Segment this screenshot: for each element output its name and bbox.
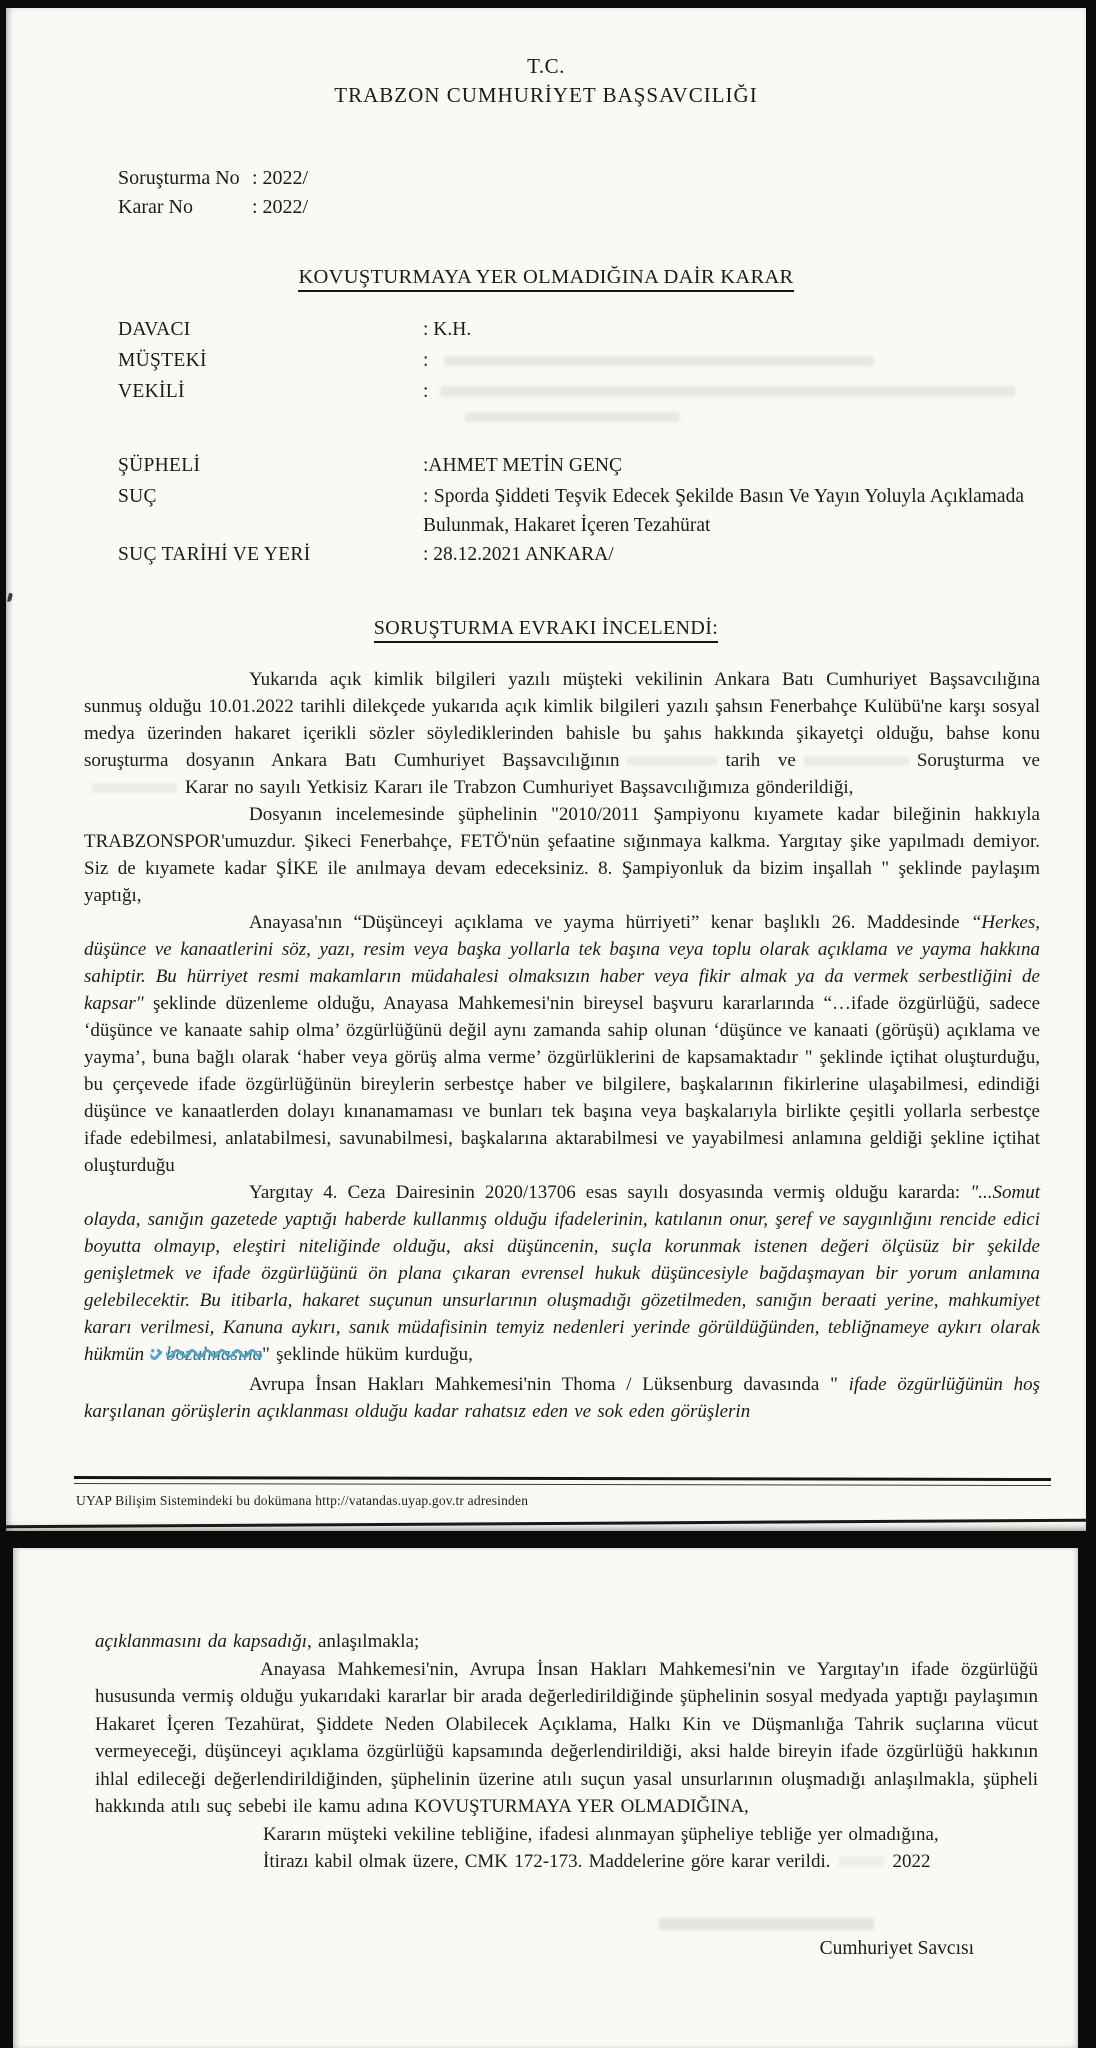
echr-quote-italic-continued: açıklanmasını da kapsadığı <box>95 1631 307 1652</box>
investigation-number-label: Soruşturma No <box>118 167 240 189</box>
complainant-label: MÜŞTEKİ <box>118 350 207 371</box>
paragraph-text: Avrupa İnsan Hakları Mahkemesi'nin Thoma / Lüksenburg davasında " <box>249 1374 838 1395</box>
paragraph-text: Anayasa'nın “Düşünceyi açıklama ve yayma hürriyeti” kenar başlıklı 26. Maddesinde <box>249 912 960 933</box>
paragraph-text: , anlaşılmakla; <box>306 1631 420 1652</box>
offense-row <box>118 482 1086 540</box>
section-heading-text: SORUŞTURMA EVRAKI İNCELENDİ: <box>374 617 719 643</box>
paragraph-appeal-clause <box>263 1848 1038 1876</box>
republic-abbreviation: T.C. <box>527 54 565 78</box>
plaintiff-value: : K.H. <box>423 319 472 340</box>
redacted-prosecutor-name <box>659 1918 874 1930</box>
attorney-label: VEKİLİ <box>118 381 185 402</box>
paragraph-notification <box>263 1821 1038 1849</box>
decision-body <box>84 666 1040 1425</box>
decision-number-value: : 2022/ <box>252 196 309 218</box>
plaintiff-row <box>118 315 1086 346</box>
offense-label: SUÇ <box>118 486 157 507</box>
decision-title <box>6 266 1086 289</box>
paragraph-social-media-post <box>84 801 1040 909</box>
constitution-quote-italic: “Herkes, düşünce ve kanaatlerini söz, yazı, resim veya başka yollarla tek başına veya toplu olarak açıklama ve yayma hakkına sahiptir. Bu hürriyet resmi makamların müdahalesi olmaksızın haber veya fikir almak ya da vermek serbestliğini de kapsar" <box>84 912 1040 1014</box>
paragraph-echr-thoma <box>84 1371 1040 1425</box>
offense-date-place-value: : 28.12.2021 ANKARA/ <box>423 544 614 565</box>
pen-marked-word: ●● bozulmasına <box>150 1344 262 1365</box>
case-number-block <box>118 164 1086 222</box>
redacted-investigation-no <box>804 756 909 766</box>
redacted-date <box>627 756 717 766</box>
complainant-value <box>423 346 1086 377</box>
paragraph-text: Soruşturma ve <box>916 750 1040 771</box>
complainant-row <box>118 346 1086 377</box>
paragraph-text: İtirazı kabil olmak üzere, CMK 172-173. Maddelerine göre karar verildi. <box>263 1851 831 1872</box>
suspect-row <box>118 451 1086 482</box>
page-bottom-edge-shadow <box>6 1519 1086 1529</box>
decision-number-row <box>118 193 1086 222</box>
decision-body-continued <box>13 1548 1078 1876</box>
scan-artifact <box>7 593 13 603</box>
paragraph-text: Karar no sayılı Yetkisiz Kararı ile Trabzon Cumhuriyet Başsavcılığımıza gönderildiği, <box>185 777 854 798</box>
paragraph-text: " şeklinde hüküm kurduğu, <box>262 1344 473 1365</box>
redacted-decision-no <box>92 783 177 793</box>
uyap-footer-note: UYAP Bilişim Sistemindeki bu dokümana http://vatandas.uyap.gov.tr adresinden <box>76 1493 529 1508</box>
paragraph-text: Yukarıda açık kimlik bilgileri yazılı müşteki vekilinin Ankara Batı Cumhuriyet Başsavcılığına sunmuş olduğu 10.01.2022 tarihli dilekçede yukarıda açık kimlik bilgileri yazılı şahsın Fenerbahçe Kulübü'ne karşı sosyal medya üzerinden hakaret içerikli sözler söylediklerinden bahisle bu şahıs hakkında şikayetçi olduğu, bahse konu soruşturma dosyanın Ankara Batı Cumhuriyet Başsavcılığının <box>84 669 1040 771</box>
decision-year: 2022 <box>892 1851 931 1872</box>
attorney-value <box>423 377 1086 433</box>
page-separator-band <box>0 1531 1096 1548</box>
complainant-colon: : <box>423 350 429 371</box>
suspect-label: ŞÜPHELİ <box>118 455 201 476</box>
paragraph-text: şeklinde düzenleme olduğu, Anayasa Mahkemesi'nin bireysel başvuru kararlarında “…ifade özgürlüğü, sadece ‘düşünce ve kanaate sahip olma’ özgürlüğünü değil aynı zamanda sahip olunan ‘düşünce ve kanaati (görüşü) açıklama ve yayma’, buna bağlı olarak ‘haber veya görüş alma verme’ özgürlüklerini de kapsamaktadır " şeklinde içtihat oluşturduğu, bu çerçevede ifade özgürlüğünün bireylerin serbestçe haber ve bilgilere, başkalarının fikirlerine ulaşabilmesi, edindiği düşünce ve kanaatlerden dolayı kınanamaması ve bunları tek başına veya başkalarıyla birlikte çeşitli yollarla serbestçe ifade edebilmesi, anlatabilmesi, savunabilmesi, başkalarına aktarabilmesi ve yayabilmesi anlamına geldiği şekline içtihat oluşturduğu <box>84 993 1040 1176</box>
redacted-attorney-address <box>465 412 680 422</box>
parties-block <box>118 315 1086 571</box>
signature-block <box>13 1918 1078 1960</box>
section-heading <box>6 617 1086 640</box>
paragraph-yargitay-ruling <box>84 1179 1040 1371</box>
paragraph-complaint <box>84 666 1040 801</box>
redacted-attorney-name <box>440 386 1015 397</box>
document-page-2 <box>13 1548 1078 2048</box>
paragraph-constitution-article26 <box>84 909 1040 1179</box>
footer-divider-line <box>74 1476 1051 1486</box>
attorney-colon: : <box>423 381 429 402</box>
suspect-value: :AHMET METİN GENÇ <box>423 455 622 476</box>
yargitay-quote-italic: "...Somut olayda, sanığın gazetede yaptığı haberde kullanmış olduğu ifadelerinin, katılanın onur, şeref ve saygınlığını rencide edici boyutta olmayıp, eleştiri niteliğinde olduğu, aksi düşüncenin, suçla korunmak istenen değeri ölçüsüz bir şekilde genişletmek ve ifade özgürlüğünü ön plana çıkaran evrensel hukuk düşüncesiyle bağdaşmayan bir yorum anlamına gelebilecektir. Bu itibarla, hakaret suçunun unsurlarının oluşmadığı gözetilmeden, sanığın beraati yerine, mahkumiyet kararı verilmesi, Kanuna aykırı, sanık müdafisinin temyiz nedenleri yerinde görüldüğünden, tebliğnameye aykırı olarak hükmün <box>84 1182 1040 1365</box>
decision-title-text: KOVUŞTURMAYA YER OLMADIĞINA DAİR KARAR <box>298 266 793 292</box>
offense-value: : Sporda Şiddeti Teşvik Edecek Şekilde Basın Ve Yayın Yoluyla Açıklamada Bulunmak, Hakaret İçeren Tezahürat <box>423 486 1024 536</box>
redacted-decision-date <box>838 1857 884 1867</box>
prosecutor-signature-title: Cumhuriyet Savcısı <box>819 1937 974 1959</box>
paragraph-continuation <box>95 1628 1038 1656</box>
paragraph-text: Yargıtay 4. Ceza Dairesinin 2020/13706 esas sayılı dosyasında vermiş olduğu kararda: <box>249 1182 961 1203</box>
prosecutor-office-title: TRABZON CUMHURİYET BAŞSAVCILIĞI <box>334 83 758 107</box>
echr-quote-italic: ifade özgürlüğünün hoş karşılanan görüşlerin açıklanması olduğu kadar rahatsız eden ve sok eden görüşlerin <box>84 1374 1041 1422</box>
investigation-number-value: : 2022/ <box>252 167 309 189</box>
paragraph-text: tarih ve <box>725 750 796 771</box>
decision-number-label: Karar No <box>118 196 193 218</box>
paragraph-text: Dosyanın incelemesinde şüphelinin "2010/2011 Şampiyonu kıyamete kadar bileğinin hakkıyla TRABZONSPOR'umuzdur. Şikeci Fenerbahçe, FETÖ'nün şefaatine sığınmaya kalkma. Yargıtay şike yapılmadı demiyor. Siz de kıyamete kadar ŞİKE ile anılmaya devam edeceksiniz. 8. Şampiyonluk da bizim inşallah " şeklinde paylaşım yaptığı, <box>84 804 1040 906</box>
attorney-row <box>118 377 1086 433</box>
investigation-number-row <box>118 164 1086 193</box>
plaintiff-label: DAVACI <box>118 319 191 340</box>
paragraph-text: Kararın müşteki vekiline tebliğine, ifadesi alınmayan şüpheliye tebliğe yer olmadığına, <box>263 1823 939 1845</box>
paragraph-conclusion <box>95 1656 1038 1821</box>
offense-date-place-label: SUÇ TARİHİ VE YERİ <box>118 544 311 565</box>
paragraph-text: Anayasa Mahkemesi'nin, Avrupa İnsan Hakları Mahkemesi'nin ve Yargıtay'ın ifade özgürlüğü hususunda vermiş olduğu yukarıdaki kararlar bir arada değerledirildiğinde şüphelinin sosyal medyada yaptığı paylaşımın Hakaret İçeren Tezahürat, Şiddete Neden Olabilecek Açıklama, Halkı Kin ve Düşmanlığa Tahrik suçlarına vücut vermeyeceği, düşünceyi açıklama özgürlüğü kapsamında değerlendirildiği, aksi halde bireyin ifade özgürlüğü hakkının ihlal edileceği değerlendirildiğinden, şüphelinin üzerine atılı suçun yasal unsurlarının oluşmadığı anlaşılmakla, şüpheli hakkında atılı suç sebebi ile kamu adına KOVUŞTURMAYA YER OLMADIĞINA, <box>95 1658 1038 1817</box>
document-page-1 <box>6 8 1086 1531</box>
redacted-complainant-name <box>444 356 874 366</box>
offense-date-place-row <box>118 540 1086 571</box>
